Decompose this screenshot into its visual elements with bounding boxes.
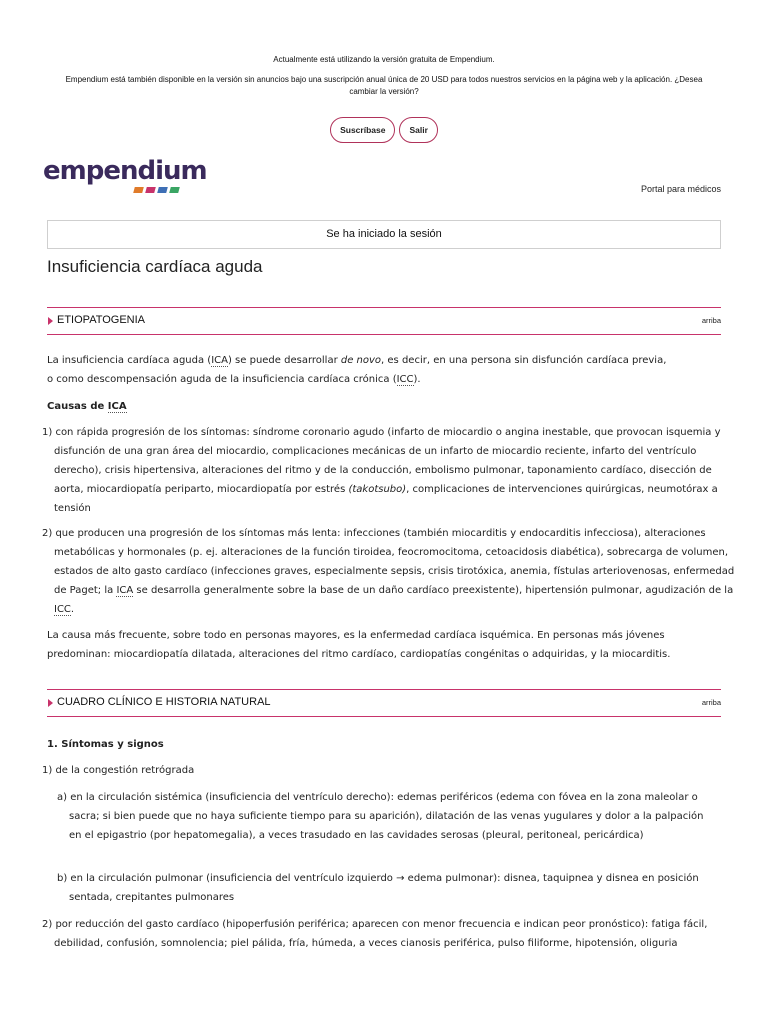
- portal-link[interactable]: Portal para médicos: [640, 184, 721, 194]
- list-item-pulmonary: b) en la circulación pulmonar (insuficiencia del ventrículo izquierdo → edema pulmonar): disnea, taquipnea y disnea en posición sentada, crepitantes pulmonares: [57, 873, 699, 903]
- section-arrow-icon: [48, 317, 53, 325]
- banner-buttons: [0, 117, 768, 143]
- back-to-top-link[interactable]: arriba: [701, 698, 721, 707]
- section-arrow-icon: [48, 699, 53, 707]
- logo-bar-pink: [145, 187, 156, 193]
- abbr-ica[interactable]: ICA: [211, 355, 228, 366]
- section-title: CUADRO CLÍNICO E HISTORIA NATURAL: [57, 696, 271, 708]
- list-item-low-output: 2) por reducción del gasto cardíaco (hipoperfusión periférica; aparecen con menor frecuencia e indican peor pronóstico): fatiga fácil, debilidad, confusión, somnolencia; piel pálida, fría, húmeda, a veces cianosis periférica, pulso filiforme, hipotensión, oliguria: [42, 919, 708, 949]
- abbr-icc[interactable]: ICC: [396, 374, 414, 385]
- session-status: Se ha iniciado la sesión: [47, 220, 721, 249]
- logo-bar-green: [169, 187, 180, 193]
- banner-line-2: Empendium está también disponible en la versión sin anuncios bajo una suscripción anual única de 20 USD para todos nuestros servicios en la página web y la aplicación. ¿Desea cambiar la versión?: [65, 75, 703, 96]
- subscribe-button[interactable]: Suscríbase: [330, 117, 395, 143]
- paragraph-intro: La insuficiencia cardíaca aguda (ICA) se puede desarrollar de novo, es decir, en una persona sin disfunción cardíaca previa, o como descompensación aguda de la insuficiencia cardíaca crónica (ICC).: [47, 355, 667, 385]
- subheading-symptoms: 1. Síntomas y signos: [47, 739, 164, 750]
- section-header-cuadro-clinico[interactable]: [47, 689, 721, 717]
- empendium-logo[interactable]: [43, 156, 207, 186]
- back-to-top-link[interactable]: arriba: [701, 316, 721, 325]
- logo-bar-blue: [157, 187, 168, 193]
- logo-bar-orange: [133, 187, 144, 193]
- paragraph-common-cause: La causa más frecuente, sobre todo en personas mayores, es la enfermedad cardíaca isquémica. En personas más jóvenes predominan: miocardiopatía dilatada, alteraciones del ritmo cardíaco, cardiopatías congénitas o adquiridas, y la miocarditis.: [47, 630, 671, 660]
- list-item-cause-1: 1) con rápida progresión de los síntomas: síndrome coronario agudo (infarto de miocardio o angina inestable, que provocan isquemia y disfunción de una gran área del miocardio, complicaciones mecánicas de un infarto de miocardio reciente, infarto del ventrículo derecho), crisis hipertensiva, alteraciones del ritmo y de la conducción, embolismo pulmonar, taponamiento cardíaco, disección de aorta, miocardiopatía periparto, miocardiopatía por estrés (takotsubo), complicaciones de intervenciones quirúrgicas, neumotórax a tensión: [42, 427, 721, 514]
- logo-bars: [134, 187, 179, 193]
- exit-button[interactable]: Salir: [399, 117, 437, 143]
- abbr-ica[interactable]: ICA: [107, 401, 127, 412]
- list-item-systemic: a) en la circulación sistémica (insuficiencia del ventrículo derecho): edemas periféricos (edema con fóvea en la zona maleolar o sacra; si bien puede que no haya suficiente tiempo para su aparición), dilatación de las venas yugulares y dolor a la palpación en el epigastrio (por hepatomegalia), a veces trasudado en las cavidades serosas (pleural, peritoneal, pericárdica): [57, 792, 704, 841]
- logo-wordmark: empendium: [43, 156, 207, 186]
- section-title: ETIOPATOGENIA: [57, 314, 146, 326]
- abbr-ica[interactable]: ICA: [116, 585, 134, 596]
- banner-line-1: Actualmente está utilizando la versión gratuita de Empendium.: [273, 55, 495, 64]
- list-item-congestion: 1) de la congestión retrógrada: [42, 765, 195, 776]
- list-item-cause-2: 2) que producen una progresión de los síntomas más lenta: infecciones (también miocarditis y endocarditis infecciosa), alteraciones metabólicas y hormonales (p. ej. alteraciones de la función tiroidea, feocromocitoma, cetoacidosis diabética), sobrecarga de volumen, estados de alto gasto cardíaco (infecciones graves, especialmente sepsis, crisis tirotóxica, anemia, fístulas arteriovenosas, enfermedad de Paget; la ICA se desarrolla generalmente sobre la base de un daño cardíaco preexistente), hipertensión pulmonar, agudización de la ICC.: [42, 528, 735, 615]
- section-header-etiopatogenia[interactable]: [47, 307, 721, 335]
- abbr-icc[interactable]: ICC: [54, 604, 71, 615]
- page-title: Insuficiencia cardíaca aguda: [47, 257, 263, 276]
- causes-heading: Causas de ICA: [47, 401, 127, 412]
